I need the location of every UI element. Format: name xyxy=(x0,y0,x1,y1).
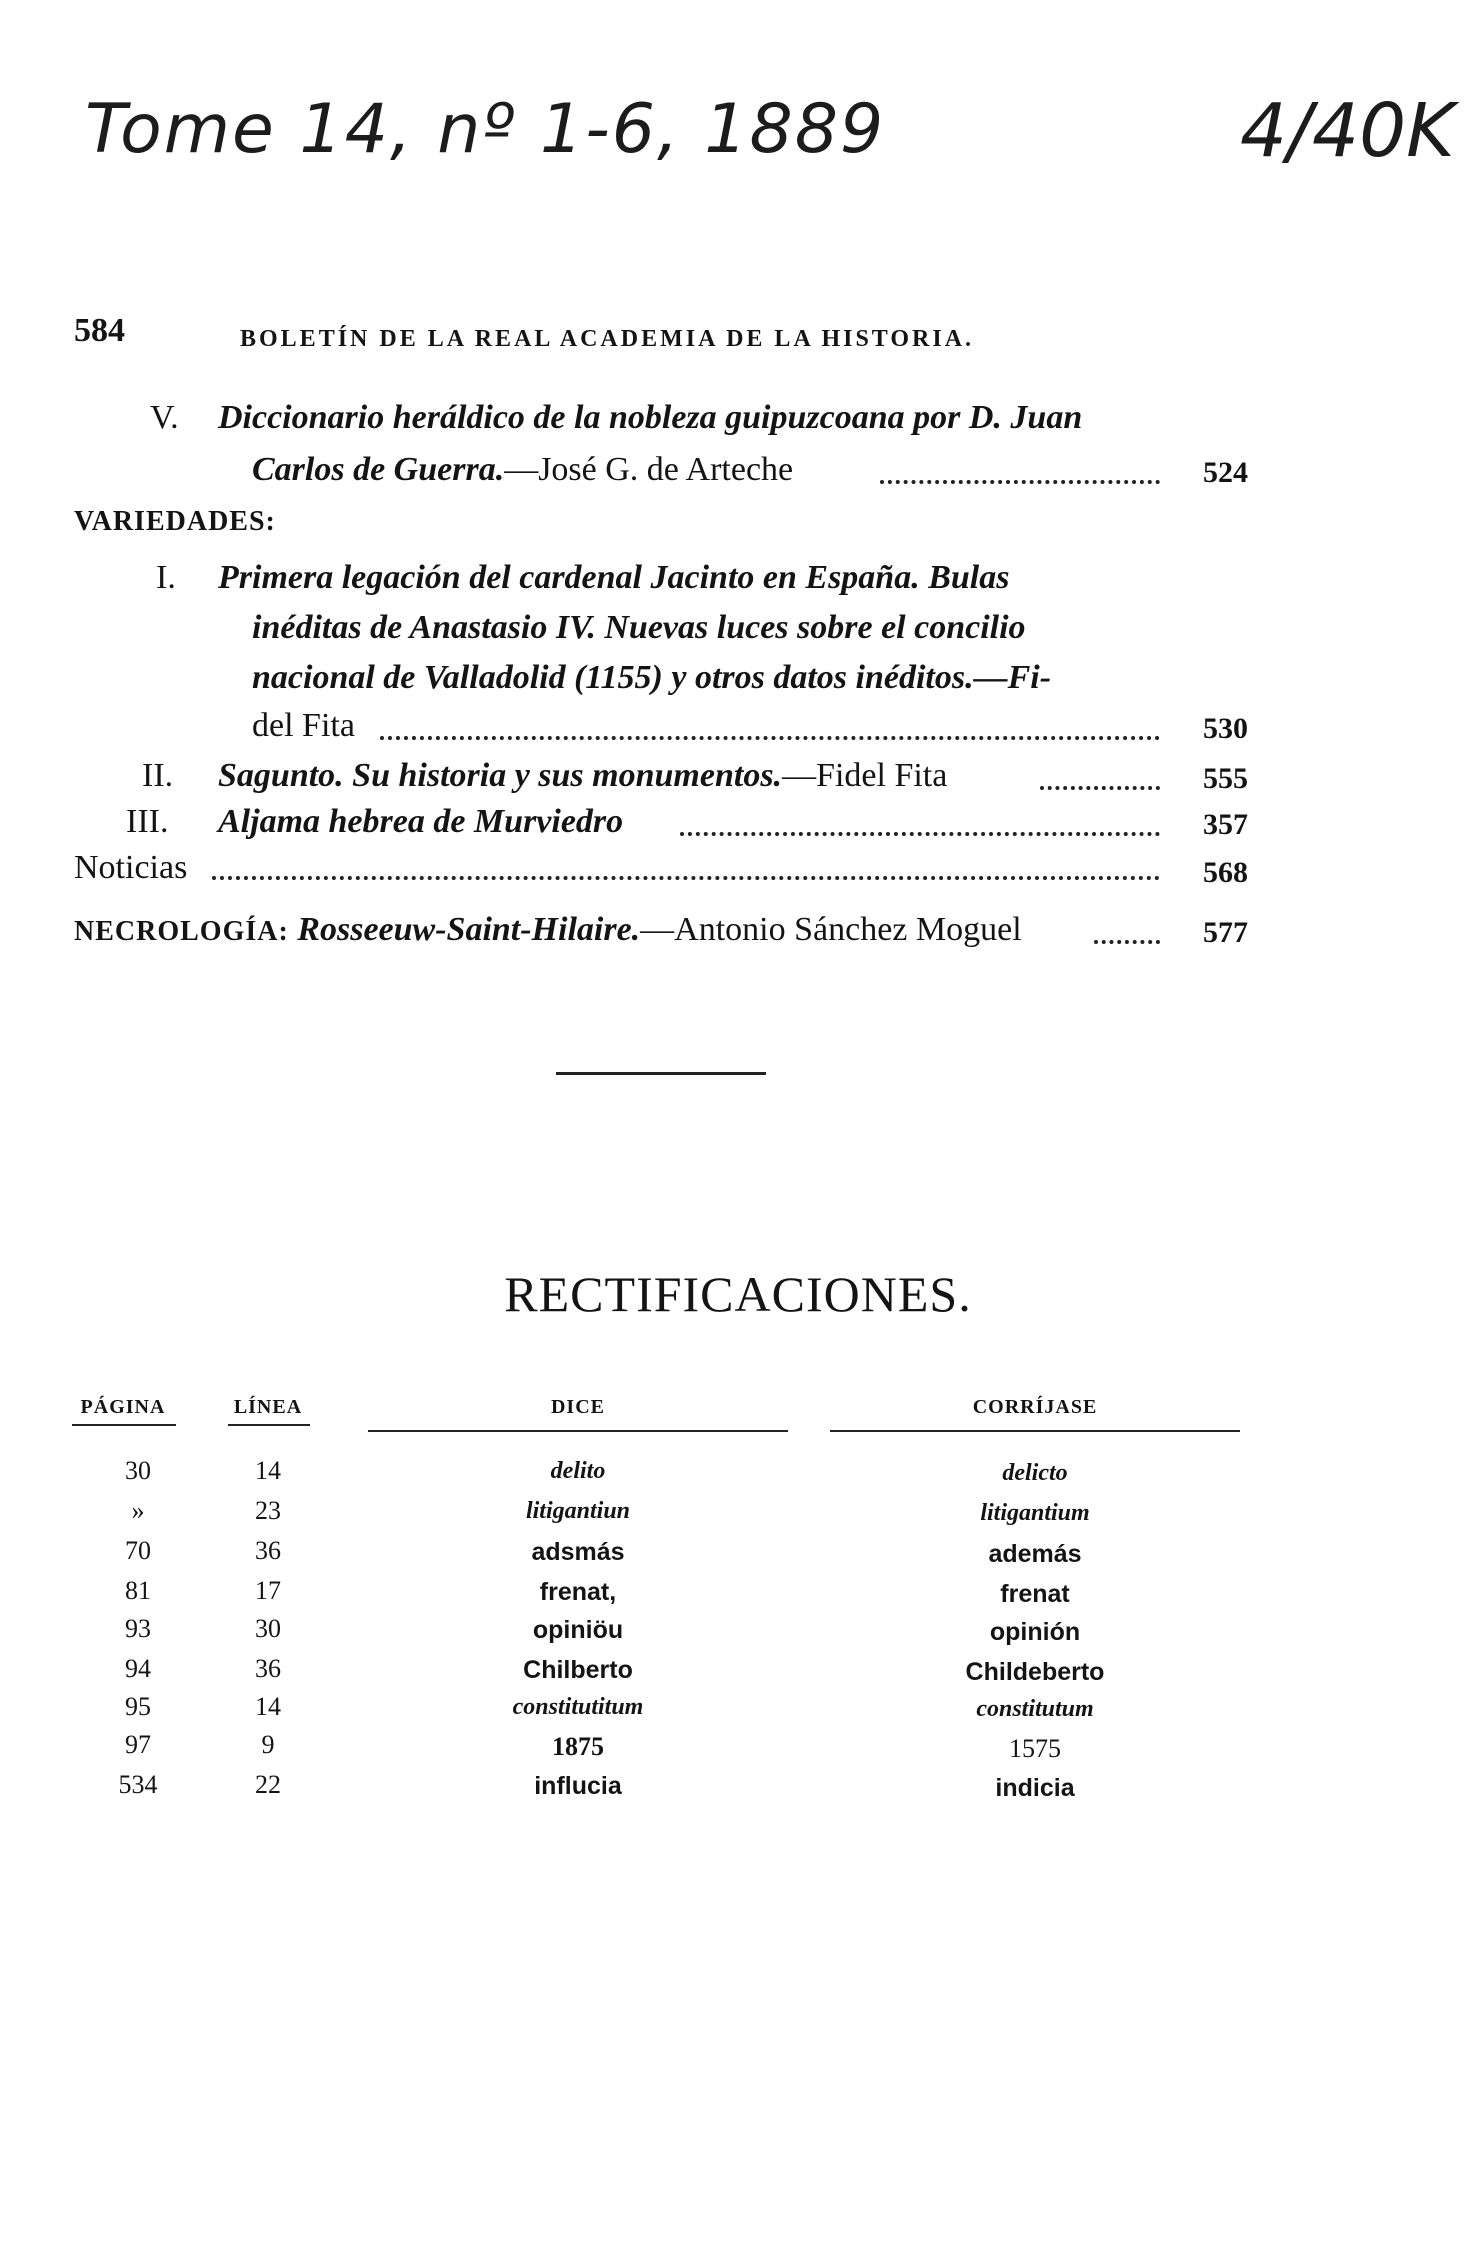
variedades-iii-page: 357 xyxy=(1203,808,1248,841)
variedades-i-line1: Primera legación del cardenal Jacinto en España. Bulas xyxy=(218,559,1010,596)
cell-pagina: 93 xyxy=(125,1614,151,1643)
cell-dice: Chilberto xyxy=(523,1656,633,1684)
handwritten-volume-note: Tome 14, nº 1-6, 1889 xyxy=(85,90,886,169)
handwritten-shelf-mark: 4/40K xyxy=(1240,88,1455,174)
variedades-iii-numeral: III. xyxy=(126,803,169,840)
cell-pagina: 95 xyxy=(125,1692,151,1721)
cell-pagina: 534 xyxy=(118,1770,158,1799)
variedades-iii-leader xyxy=(680,828,1160,836)
cell-linea: 17 xyxy=(255,1576,281,1605)
cell-pagina: » xyxy=(131,1496,145,1525)
cell-dice: influcia xyxy=(534,1772,622,1800)
variedades-ii-author: —Fidel Fita xyxy=(782,757,948,794)
variedades-i-line4: del Fita xyxy=(252,707,355,744)
cell-corrijase: opinión xyxy=(989,1618,1081,1646)
cell-dice: litigantiun xyxy=(525,1498,631,1524)
cell-linea: 23 xyxy=(255,1496,281,1525)
section-divider xyxy=(556,1072,766,1075)
variedades-ii-numeral: II. xyxy=(142,757,174,794)
cell-linea: 14 xyxy=(255,1692,281,1721)
cell-pagina: 70 xyxy=(125,1536,151,1565)
cell-pagina: 30 xyxy=(125,1456,151,1485)
toc-item-v-author: —José G. de Arteche xyxy=(504,451,794,488)
cell-corrijase: 1575 xyxy=(1009,1734,1061,1763)
toc-item-v-title-line1: Diccionario heráldico de la nobleza guipuzcoana por D. Juan xyxy=(218,399,1083,436)
cell-corrijase: indicia xyxy=(995,1774,1075,1802)
col-header-corrijase: CORRÍJASE xyxy=(972,1396,1098,1418)
toc-item-v-page: 524 xyxy=(1203,456,1248,489)
col-rule-linea xyxy=(228,1424,310,1426)
necrologia-leader xyxy=(1094,936,1160,944)
cell-dice: adsmás xyxy=(531,1538,625,1566)
col-rule-dice xyxy=(368,1430,788,1432)
noticias-label: Noticias xyxy=(74,849,188,886)
cell-pagina: 81 xyxy=(125,1576,151,1605)
variedades-ii-title: Sagunto. Su historia y sus monumentos. xyxy=(218,757,783,794)
running-title: BOLETÍN DE LA REAL ACADEMIA DE LA HISTORIA. xyxy=(240,326,975,352)
variedades-i-page: 530 xyxy=(1203,712,1248,745)
variedades-i-line2: inéditas de Anastasio IV. Nuevas luces sobre el concilio xyxy=(252,609,1026,646)
toc-item-v-title-line2 xyxy=(252,450,793,490)
cell-corrijase: Childeberto xyxy=(965,1658,1105,1686)
cell-linea: 22 xyxy=(255,1770,281,1799)
variedades-i-numeral: I. xyxy=(156,559,176,596)
necrologia-page: 577 xyxy=(1203,916,1248,949)
cell-dice: delito xyxy=(550,1458,606,1484)
col-header-linea: LÍNEA xyxy=(233,1396,303,1418)
toc-item-v-title-line2-text: Carlos de Guerra. xyxy=(252,451,505,488)
cell-linea: 9 xyxy=(261,1730,275,1759)
cell-corrijase: además xyxy=(988,1540,1082,1568)
variedades-label: VARIEDADES: xyxy=(74,506,276,537)
necrologia-title: Rosseeuw-Saint-Hilaire. xyxy=(297,911,641,948)
variedades-i-leader xyxy=(380,732,1160,740)
rectificaciones-title: RECTIFICACIONES. xyxy=(504,1266,972,1322)
cell-pagina: 94 xyxy=(125,1654,151,1683)
cell-dice: opiniöu xyxy=(532,1616,624,1644)
col-header-dice: DICE xyxy=(550,1396,605,1418)
cell-corrijase: litigantium xyxy=(980,1500,1090,1526)
variedades-iii-title: Aljama hebrea de Murviedro xyxy=(218,803,624,840)
cell-corrijase: constitutum xyxy=(976,1696,1094,1722)
cell-linea: 36 xyxy=(255,1654,281,1683)
cell-linea: 30 xyxy=(255,1614,281,1643)
cell-corrijase: frenat xyxy=(1000,1580,1070,1608)
variedades-ii-page: 555 xyxy=(1203,762,1248,795)
col-rule-corrijase xyxy=(830,1430,1240,1432)
cell-corrijase: delicto xyxy=(1002,1460,1068,1486)
toc-item-v-numeral: V. xyxy=(150,399,179,436)
cell-dice: constitutitum xyxy=(512,1694,644,1720)
noticias-leader xyxy=(212,872,1160,880)
toc-item-v-leader xyxy=(880,476,1160,484)
necrologia-author: —Antonio Sánchez Moguel xyxy=(640,911,1022,948)
necrologia-label: NECROLOGÍA: xyxy=(74,916,289,947)
variedades-ii-leader xyxy=(1040,782,1160,790)
col-rule-pagina xyxy=(72,1424,176,1426)
variedades-ii-entry xyxy=(218,756,947,796)
cell-linea: 36 xyxy=(255,1536,281,1565)
cell-dice: 1875 xyxy=(552,1732,604,1761)
variedades-i-line3: nacional de Valladolid (1155) y otros datos inéditos.—Fi- xyxy=(252,659,1052,696)
noticias-page: 568 xyxy=(1203,856,1248,889)
cell-pagina: 97 xyxy=(125,1730,151,1759)
cell-dice: frenat, xyxy=(539,1578,617,1606)
col-header-pagina: PÁGINA xyxy=(80,1396,166,1418)
page-number: 584 xyxy=(74,312,125,349)
cell-linea: 14 xyxy=(255,1456,281,1485)
necrologia-entry xyxy=(74,910,1022,952)
